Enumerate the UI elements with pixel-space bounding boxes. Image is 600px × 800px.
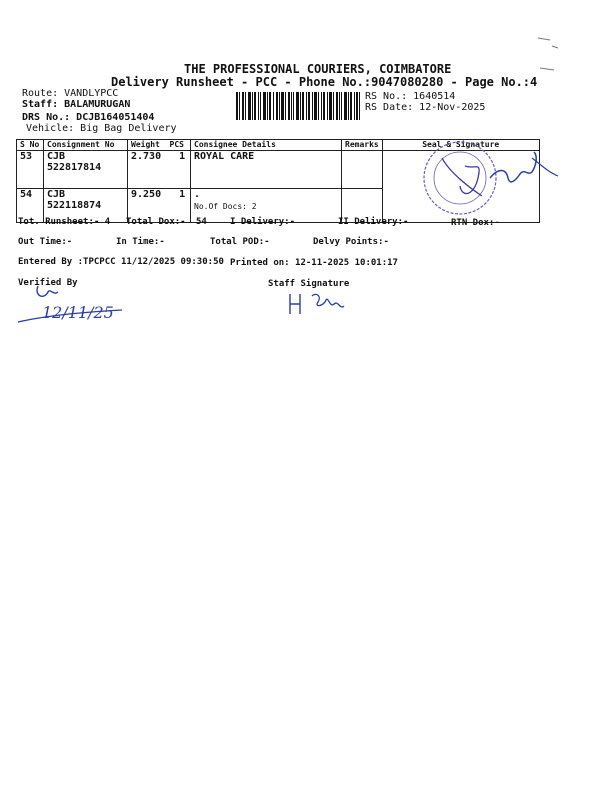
out-time: Out Time:- [18,237,73,247]
rtn-dox: RTN Dox:- [451,218,500,228]
row-weight: 2.730 [131,151,162,162]
verified-handwritten-signature [14,282,134,328]
header-seal-signature: Seal & Signature [382,140,539,151]
header-weight-pcs [128,140,191,151]
total-dox-label: Total Dox:- [126,217,186,227]
row-sno: 53 [17,151,44,189]
row-pcs: 1 [179,189,186,200]
header-pcs: PCS [169,140,184,149]
total-pod: Total POD:- [210,237,270,247]
runsheet-subtitle: Delivery Runsheet - PCC - Phone No.:9047080280 - Page No.:4 [111,75,538,89]
row-consignment: CJB 522817814 [44,151,128,189]
drs-text: DRS No.: DCJB164051404 [22,112,155,123]
verified-date-handwriting: 12/11/25 [42,303,114,322]
row-weight: 9.250 [131,189,162,200]
row-consignee: ROYAL CARE [191,151,342,189]
i-delivery: I Delivery:- [230,217,296,227]
row-sno: 54 [17,189,44,223]
row-docs-note: No.Of Docs: 2 [194,202,257,211]
company-title: THE PROFESSIONAL COURIERS, COIMBATORE [184,62,452,76]
in-time: In Time:- [116,237,165,247]
header-consignment: Consignment No [44,140,128,151]
row-pcs: 1 [179,151,186,162]
ii-delivery: II Delivery:- [338,217,409,227]
delvy-points: Delvy Points:- [313,237,389,247]
staff-handwritten-signature [284,290,354,320]
company-seal-and-signature [420,138,570,218]
entered-by: Entered By :TPCPCC 11/12/2025 09:30:50 [18,257,224,267]
header-consignee: Consignee Details [191,140,342,151]
total-dox-value: 54 [196,217,207,227]
row-remarks [342,151,383,189]
printed-on: Printed on: 12-11-2025 10:01:17 [230,258,398,268]
staff-signature-label: Staff Signature [268,279,350,289]
total-runsheet: Tot. Runsheet:- 4 [18,217,111,227]
scan-mark [530,32,570,82]
staff-text: Staff: BALAMURUGAN [22,99,131,110]
row-weight-pcs [128,151,191,189]
row-consignment: CJB 522118874 [44,189,128,223]
header-remarks: Remarks [342,140,383,151]
row-consignee: . [194,189,201,200]
header-weight: Weight [131,140,160,149]
vehicle-text: Vehicle: Big Bag Delivery [26,123,177,134]
rs-number: RS No.: 1640514 [365,91,456,102]
barcode [236,92,360,120]
verified-by-label: Verified By [18,278,78,288]
route-text: Route: VANDLYPCC [22,88,119,99]
rs-date: RS Date: 12-Nov-2025 [365,102,486,113]
header-sno: S No [17,140,44,151]
